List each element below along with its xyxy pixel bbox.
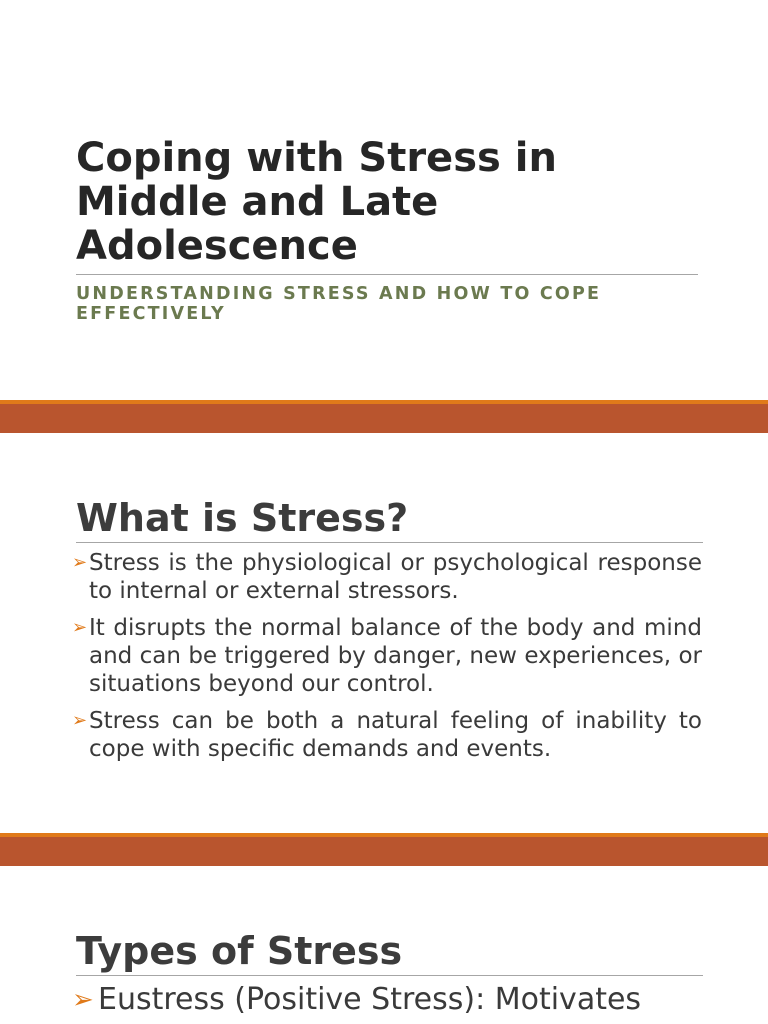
heading-divider-line (76, 542, 703, 543)
bullet-item (72, 982, 702, 1018)
bullet-text: Eustress (Positive Stress): Motivates (98, 982, 642, 1017)
title-divider-line (76, 274, 698, 275)
arrow-bullet-icon: ➢ (72, 617, 88, 638)
slide-separator-bar (0, 833, 768, 866)
presentation-title: Coping with Stress in Middle and Late Adolescence (76, 135, 557, 269)
slide-heading: What is Stress? (76, 496, 409, 540)
bullet-list (72, 549, 702, 772)
bullet-item (72, 549, 702, 605)
title-slide (0, 0, 768, 400)
bullet-item (72, 707, 702, 763)
arrow-bullet-icon: ➢ (72, 552, 88, 573)
slide-types-of-stress (0, 866, 768, 1024)
bullet-text: It disrupts the normal balance of the body and mind and can be triggered by danger, new experiences, or situations beyond our control. (89, 615, 702, 697)
slide-heading: Types of Stress (76, 929, 403, 973)
heading-divider-line (76, 975, 703, 976)
presentation-subtitle: UNDERSTANDING STRESS AND HOW TO COPE EFFECTIVELY (76, 284, 602, 324)
arrow-bullet-icon: ➢ (72, 985, 94, 1015)
bullet-text: Stress is the physiological or psychological response to internal or external stressors. (89, 550, 702, 604)
bullet-text: Stress can be both a natural feeling of inability to cope with specific demands and events. (89, 708, 702, 762)
bullet-item (72, 614, 702, 698)
bullet-list (72, 982, 702, 1024)
slide-what-is-stress (0, 433, 768, 832)
arrow-bullet-icon: ➢ (72, 710, 88, 731)
slide-separator-bar (0, 400, 768, 433)
